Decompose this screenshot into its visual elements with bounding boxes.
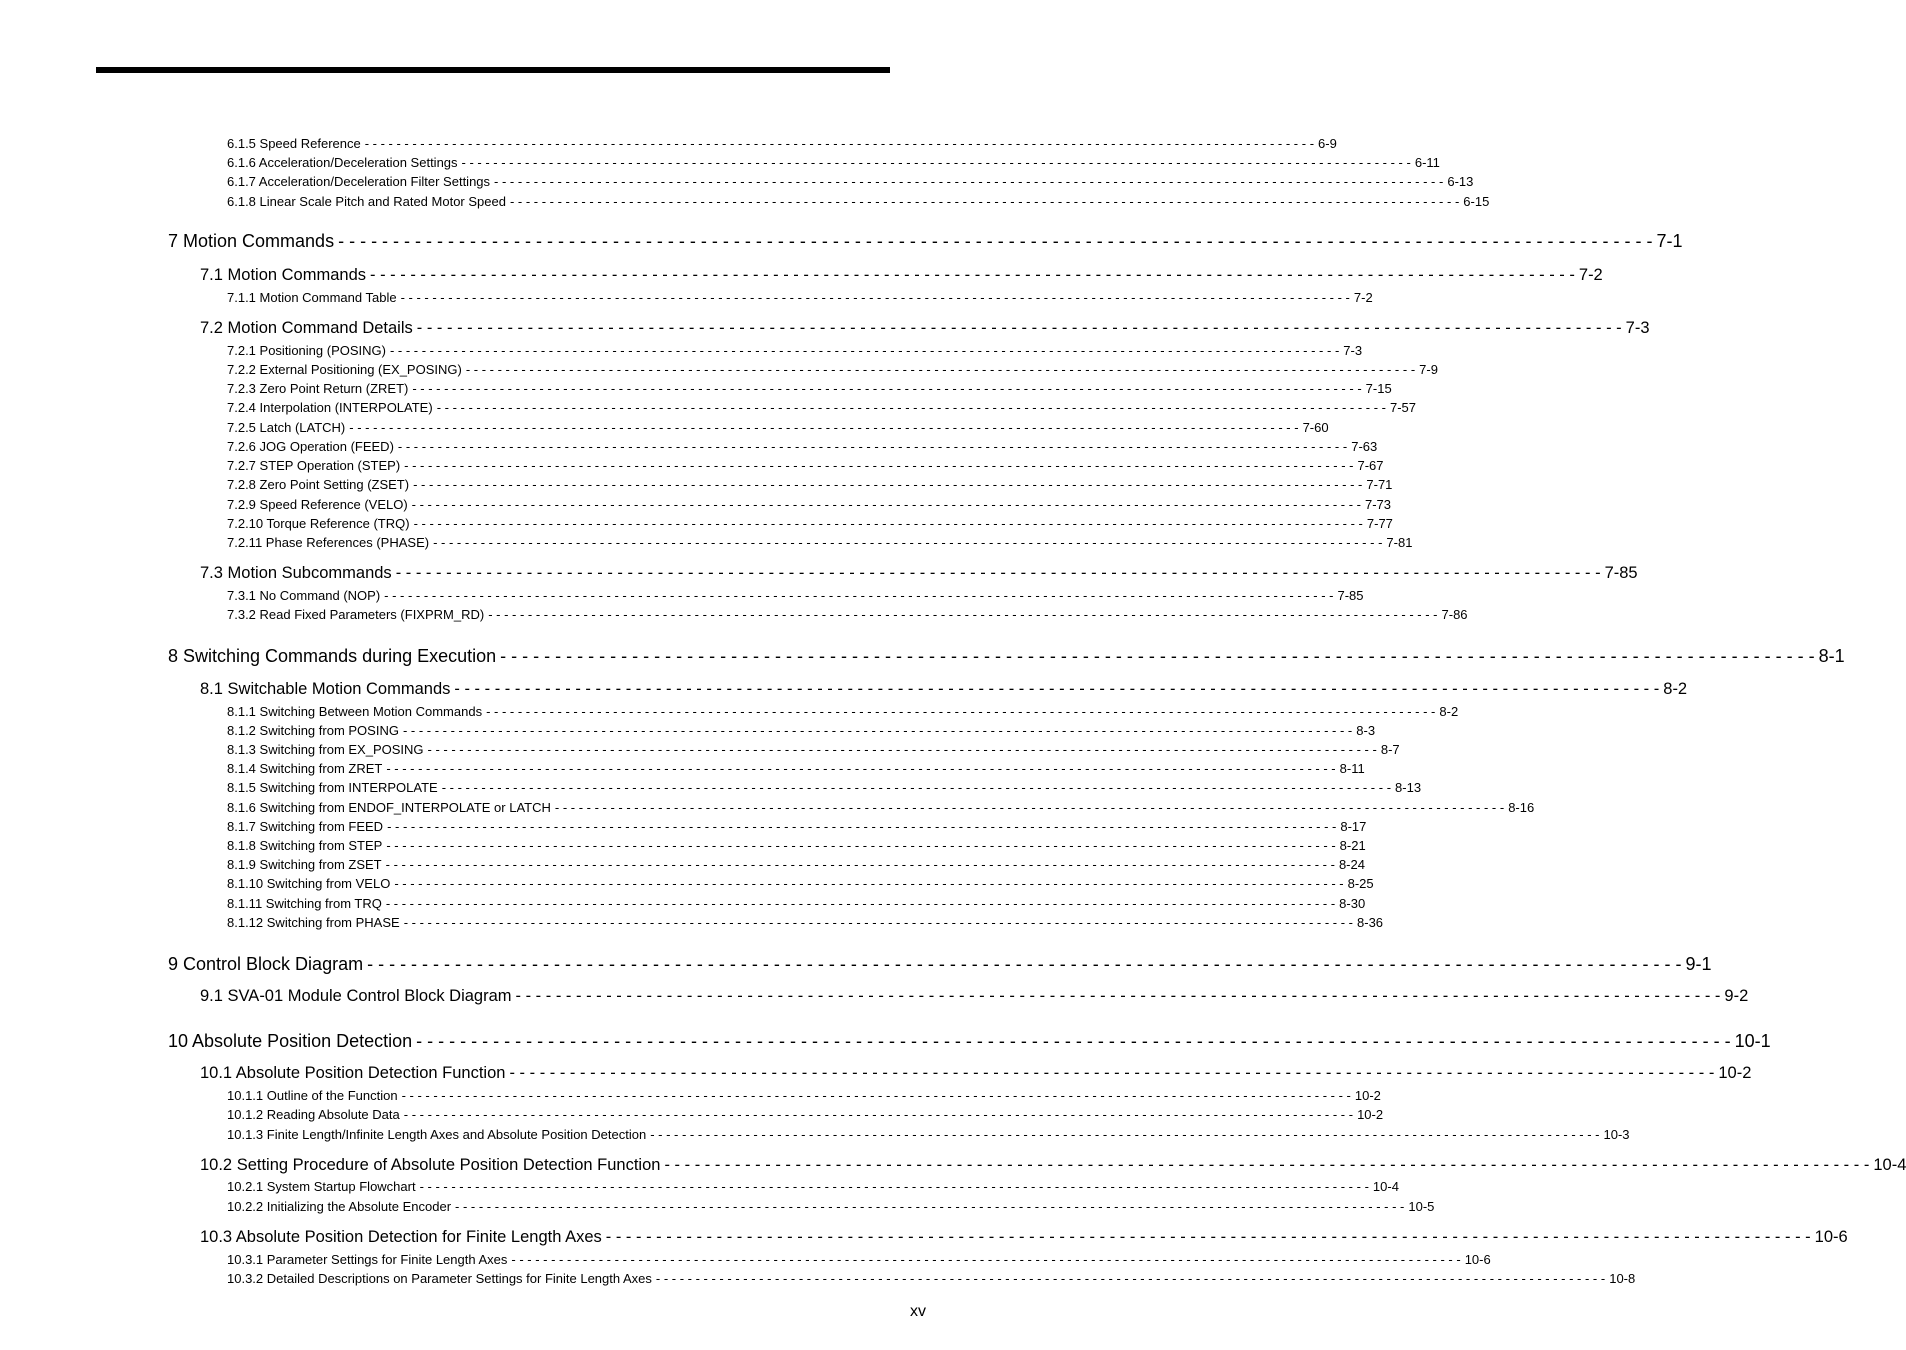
toc-entry[interactable] bbox=[168, 646, 1845, 667]
toc-entry-title: 10.3.1 Parameter Settings for Finite Length Axes bbox=[227, 1252, 508, 1267]
toc-entry-page: 7-2 bbox=[1353, 290, 1373, 305]
toc-entry[interactable] bbox=[200, 319, 1650, 338]
toc-entry-page: 9-2 bbox=[1724, 987, 1749, 1005]
toc-entry-page: 7-73 bbox=[1364, 497, 1392, 512]
dot-leader: - - - - - - - - - - - - - - - - - - - - - - - - - - - - - - - - - - - - - - - - - - - - - - - - - - - - - - - - - - - - - - - - - - - - - - - - - - - - - - - - - - - - - - - - - - - - - - - - - - - - - - - - - - - - - - - - - - - - - - - - bbox=[386, 838, 1336, 853]
toc-entry[interactable] bbox=[227, 362, 1438, 377]
dot-leader: - - - - - - - - - - - - - - - - - - - - - - - - - - - - - - - - - - - - - - - - - - - - - - - - - - - - - - - - - - - - - - - - - - - - - - - - - - - - - - - - - - - - - - - - - - - - - - - - - - - - - - - - - - - - - - - - - - - - - - - - bbox=[454, 680, 1660, 698]
dot-leader: - - - - - - - - - - - - - - - - - - - - - - - - - - - - - - - - - - - - - - - - - - - - - - - - - - - - - - - - - - - - - - - - - - - - - - - - - - - - - - - - - - - - - - - - - - - - - - - - - - - - - - - - - - - - - - - - - - - - - - - - bbox=[400, 290, 1350, 305]
toc-entry-title: 6.1.8 Linear Scale Pitch and Rated Motor Speed bbox=[227, 194, 506, 209]
toc-entry-page: 8-1 bbox=[1818, 646, 1845, 666]
toc-entry-page: 10-5 bbox=[1408, 1199, 1435, 1214]
toc-entry-page: 7-1 bbox=[1656, 231, 1683, 251]
toc-entry-page: 7-67 bbox=[1357, 458, 1384, 473]
toc-entry-title: 10.1 Absolute Position Detection Function bbox=[200, 1064, 506, 1082]
toc-entry-title: 8.1.1 Switching Between Motion Commands bbox=[227, 704, 483, 719]
toc-entry-page: 7-2 bbox=[1578, 266, 1603, 284]
toc-entry[interactable] bbox=[227, 400, 1417, 415]
dot-leader: - - - - - - - - - - - - - - - - - - - - - - - - - - - - - - - - - - - - - - - - - - - - - - - - - - - - - - - - - - - - - - - - - - - - - - - - - - - - - - - - - - - - - - - - - - - - - - - - - - - - - - - - - - - - - - - - - - - - - - - - bbox=[655, 1271, 1606, 1286]
toc-entry-page: 10-2 bbox=[1357, 1107, 1384, 1122]
dot-leader: - - - - - - - - - - - - - - - - - - - - - - - - - - - - - - - - - - - - - - - - - - - - - - - - - - - - - - - - - - - - - - - - - - - - - - - - - - - - - - - - - - - - - - - - - - - - - - - - - - - - - - - - - - - - - - - - - - - - - - - - bbox=[416, 1031, 1731, 1051]
toc-entry[interactable] bbox=[168, 1031, 1771, 1052]
toc-entry[interactable] bbox=[227, 723, 1376, 738]
toc-entry-title: 7.2.1 Positioning (POSING) bbox=[227, 343, 386, 358]
dot-leader: - - - - - - - - - - - - - - - - - - - - - - - - - - - - - - - - - - - - - - - - - - - - - - - - - - - - - - - - - - - - - - - - - - - - - - - - - - - - - - - - - - - - - - - - - - - - - - - - - - - - - - - - - - - - - - - - - - - - - - - - bbox=[412, 381, 1362, 396]
toc-entry-page: 6-15 bbox=[1463, 194, 1490, 209]
toc-entry[interactable] bbox=[227, 381, 1392, 396]
toc-entry-page: 8-2 bbox=[1439, 704, 1459, 719]
toc-entry-title: 6.1.7 Acceleration/Deceleration Filter Settings bbox=[227, 174, 491, 189]
toc-entry-page: 7-9 bbox=[1419, 362, 1438, 377]
dot-leader: - - - - - - - - - - - - - - - - - - - - - - - - - - - - - - - - - - - - - - - - - - - - - - - - - - - - - - - - - - - - - - - - - - - - - - - - - - - - - - - - - - - - - - - - - - - - - - - - - - - - - - - - - - - - - - - - - - - - - - - - bbox=[389, 343, 1340, 358]
toc-entry[interactable] bbox=[227, 915, 1384, 930]
toc-entry-page: 10-6 bbox=[1814, 1228, 1848, 1246]
dot-leader: - - - - - - - - - - - - - - - - - - - - - - - - - - - - - - - - - - - - - - - - - - - - - - - - - - - - - - - - - - - - - - - - - - - - - - - - - - - - - - - - - - - - - - - - - - - - - - - - - - - - - - - - - - - - - - - - - - - - - - - - bbox=[413, 477, 1363, 492]
toc-entry[interactable] bbox=[200, 1064, 1752, 1083]
dot-leader: - - - - - - - - - - - - - - - - - - - - - - - - - - - - - - - - - - - - - - - - - - - - - - - - - - - - - - - - - - - - - - - - - - - - - - - - - - - - - - - - - - - - - - - - - - - - - - - - - - - - - - - - - - - - - - - - - - - - - - - - bbox=[395, 564, 1601, 582]
toc-entry[interactable] bbox=[200, 680, 1688, 699]
dot-leader: - - - - - - - - - - - - - - - - - - - - - - - - - - - - - - - - - - - - - - - - - - - - - - - - - - - - - - - - - - - - - - - - - - - - - - - - - - - - - - - - - - - - - - - - - - - - - - - - - - - - - - - - - - - - - - - - - - - - - - - - bbox=[486, 704, 1436, 719]
toc-entry-page: 7-60 bbox=[1302, 420, 1329, 435]
toc-entry[interactable] bbox=[227, 535, 1413, 550]
toc-entry-page: 7-3 bbox=[1625, 319, 1650, 337]
dot-leader: - - - - - - - - - - - - - - - - - - - - - - - - - - - - - - - - - - - - - - - - - - - - - - - - - - - - - - - - - - - - - - - - - - - - - - - - - - - - - - - - - - - - - - - - - - - - - - - - - - - - - - - - - - - - - - - - - - - - - - - - bbox=[515, 987, 1721, 1005]
toc-entry-title: 7.2.10 Torque Reference (TRQ) bbox=[227, 516, 410, 531]
toc-entry-page: 7-3 bbox=[1343, 343, 1363, 358]
toc-entry-page: 6-11 bbox=[1414, 155, 1440, 170]
dot-leader: - - - - - - - - - - - - - - - - - - - - - - - - - - - - - - - - - - - - - - - - - - - - - - - - - - - - - - - - - - - - - - - - - - - - - - - - - - - - - - - - - - - - - - - - - - - - - - - - - - - - - - - - - - - - - - - - - - - - - - - - bbox=[384, 588, 1334, 603]
toc-entry-title: 10.2 Setting Procedure of Absolute Position Detection Function bbox=[200, 1156, 661, 1174]
dot-leader: - - - - - - - - - - - - - - - - - - - - - - - - - - - - - - - - - - - - - - - - - - - - - - - - - - - - - - - - - - - - - - - - - - - - - - - - - - - - - - - - - - - - - - - - - - - - - - - - - - - - - - - - - - - - - - - - - - - - - - - - bbox=[403, 1107, 1354, 1122]
toc-entry-title: 8.1.5 Switching from INTERPOLATE bbox=[227, 780, 438, 795]
toc-entry-title: 7.1 Motion Commands bbox=[200, 266, 366, 284]
toc-entry-page: 6-9 bbox=[1318, 136, 1337, 151]
toc-entry[interactable] bbox=[227, 896, 1366, 911]
toc-entry[interactable] bbox=[227, 819, 1367, 834]
dot-leader: - - - - - - - - - - - - - - - - - - - - - - - - - - - - - - - - - - - - - - - - - - - - - - - - - - - - - - - - - - - - - - - - - - - - - - - - - - - - - - - - - - - - - - - - - - - - - - - - - - - - - - - - - - - - - - - - - - - - - - - - bbox=[650, 1127, 1600, 1142]
toc-entry-title: 7.2.8 Zero Point Setting (ZSET) bbox=[227, 477, 410, 492]
dot-leader: - - - - - - - - - - - - - - - - - - - - - - - - - - - - - - - - - - - - - - - - - - - - - - - - - - - - - - - - - - - - - - - - - - - - - - - - - - - - - - - - - - - - - - - - - - - - - - - - - - - - - - - - - - - - - - - - - - - - - - - - bbox=[436, 400, 1386, 415]
toc-entry-title: 8.1.8 Switching from STEP bbox=[227, 838, 383, 853]
toc-entry-page: 7-85 bbox=[1604, 564, 1638, 582]
toc-entry-title: 8.1.4 Switching from ZRET bbox=[227, 761, 383, 776]
dot-leader: - - - - - - - - - - - - - - - - - - - - - - - - - - - - - - - - - - - - - - - - - - - - - - - - - - - - - - - - - - - - - - - - - - - - - - - - - - - - - - - - - - - - - - - - - - - - - - - - - - - - - - - - - - - - - - - - - - - - - - - - bbox=[554, 800, 1505, 815]
toc-entry-title: 7.2.5 Latch (LATCH) bbox=[227, 420, 346, 435]
toc-entry-page: 10-2 bbox=[1354, 1088, 1381, 1103]
dot-leader: - - - - - - - - - - - - - - - - - - - - - - - - - - - - - - - - - - - - - - - - - - - - - - - - - - - - - - - - - - - - - - - - - - - - - - - - - - - - - - - - - - - - - - - - - - - - - - - - - - - - - - - - - - - - - - - - - - - - - - - - bbox=[385, 896, 1336, 911]
toc-entry-title: 7.3.2 Read Fixed Parameters (FIXPRM_RD) bbox=[227, 607, 485, 622]
toc-entry[interactable] bbox=[200, 1228, 1848, 1247]
dot-leader: - - - - - - - - - - - - - - - - - - - - - - - - - - - - - - - - - - - - - - - - - - - - - - - - - - - - - - - - - - - - - - - - - - - - - - - - - - - - - - - - - - - - - - - - - - - - - - - - - - - - - - - - - - - - - - - - - - - - - - - - bbox=[403, 915, 1354, 930]
toc-entry-page: 7-63 bbox=[1351, 439, 1378, 454]
toc-entry[interactable] bbox=[227, 458, 1384, 473]
toc-entry[interactable] bbox=[168, 231, 1683, 252]
toc-entry[interactable] bbox=[227, 1252, 1491, 1267]
toc-entry[interactable] bbox=[227, 420, 1329, 435]
dot-leader: - - - - - - - - - - - - - - - - - - - - - - - - - - - - - - - - - - - - - - - - - - - - - - - - - - - - - - - - - - - - - - - - - - - - - - - - - - - - - - - - - - - - - - - - - - - - - - - - - - - - - - - - - - - - - - - - - - - - - - - - bbox=[387, 819, 1337, 834]
dot-leader: - - - - - - - - - - - - - - - - - - - - - - - - - - - - - - - - - - - - - - - - - - - - - - - - - - - - - - - - - - - - - - - - - - - - - - - - - - - - - - - - - - - - - - - - - - - - - - - - - - - - - - - - - - - - - - - - - - - - - - - - bbox=[411, 497, 1361, 512]
dot-leader: - - - - - - - - - - - - - - - - - - - - - - - - - - - - - - - - - - - - - - - - - - - - - - - - - - - - - - - - - - - - - - - - - - - - - - - - - - - - - - - - - - - - - - - - - - - - - - - - - - - - - - - - - - - - - - - - - - - - - - - - bbox=[455, 1199, 1405, 1214]
dot-leader: - - - - - - - - - - - - - - - - - - - - - - - - - - - - - - - - - - - - - - - - - - - - - - - - - - - - - - - - - - - - - - - - - - - - - - - - - - - - - - - - - - - - - - - - - - - - - - - - - - - - - - - - - - - - - - - - - - - - - - - - bbox=[465, 362, 1416, 377]
toc-entry-page: 7-81 bbox=[1386, 535, 1413, 550]
dot-leader: - - - - - - - - - - - - - - - - - - - - - - - - - - - - - - - - - - - - - - - - - - - - - - - - - - - - - - - - - - - - - - - - - - - - - - - - - - - - - - - - - - - - - - - - - - - - - - - - - - - - - - - - - - - - - - - - - - - - - - - - bbox=[509, 1064, 1715, 1082]
toc-entry-page: 8-17 bbox=[1340, 819, 1367, 834]
toc-entry-page: 8-25 bbox=[1347, 876, 1374, 891]
toc-entry[interactable] bbox=[227, 876, 1374, 891]
toc-entry[interactable] bbox=[227, 497, 1392, 512]
toc-entry-page: 8-30 bbox=[1339, 896, 1366, 911]
toc-entry-page: 7-57 bbox=[1390, 400, 1417, 415]
toc-entry-page: 10-4 bbox=[1873, 1156, 1906, 1174]
toc-entry-title: 10.1.1 Outline of the Function bbox=[227, 1088, 398, 1103]
toc-entry[interactable] bbox=[227, 607, 1468, 622]
toc-entry-title: 6.1.5 Speed Reference bbox=[227, 136, 361, 151]
toc-entry[interactable] bbox=[227, 1199, 1435, 1214]
toc-entry-title: 8.1.3 Switching from EX_POSING bbox=[227, 742, 424, 757]
toc-entry[interactable] bbox=[227, 838, 1366, 853]
dot-leader: - - - - - - - - - - - - - - - - - - - - - - - - - - - - - - - - - - - - - - - - - - - - - - - - - - - - - - - - - - - - - - - - - - - - - - - - - - - - - - - - - - - - - - - - - - - - - - - - - - - - - - - - - - - - - - - - - - - - - - - - bbox=[402, 723, 1353, 738]
toc-entry[interactable] bbox=[227, 174, 1474, 189]
toc-entry-title: 8.1.11 Switching from TRQ bbox=[227, 896, 382, 911]
dot-leader: - - - - - - - - - - - - - - - - - - - - - - - - - - - - - - - - - - - - - - - - - - - - - - - - - - - - - - - - - - - - - - - - - - - - - - - - - - - - - - - - - - - - - - - - - - - - - - - - - - - - - - - - - - - - - - - - - - - - - - - - bbox=[394, 876, 1344, 891]
toc-entry-page: 8-36 bbox=[1357, 915, 1384, 930]
toc-entry-page: 10-8 bbox=[1609, 1271, 1636, 1286]
dot-leader: - - - - - - - - - - - - - - - - - - - - - - - - - - - - - - - - - - - - - - - - - - - - - - - - - - - - - - - - - - - - - - - - - - - - - - - - - - - - - - - - - - - - - - - - - - - - - - - - - - - - - - - - - - - - - - - - - - - - - - - - bbox=[664, 1156, 1870, 1174]
toc-entry[interactable] bbox=[227, 439, 1378, 454]
toc-entry[interactable] bbox=[200, 987, 1749, 1006]
toc-entry-title: 7.2.9 Speed Reference (VELO) bbox=[227, 497, 408, 512]
header-rule bbox=[96, 67, 890, 73]
toc-entry-page: 6-13 bbox=[1447, 174, 1474, 189]
toc-entry-page: 10-3 bbox=[1603, 1127, 1630, 1142]
dot-leader: - - - - - - - - - - - - - - - - - - - - - - - - - - - - - - - - - - - - - - - - - - - - - - - - - - - - - - - - - - - - - - - - - - - - - - - - - - - - - - - - - - - - - - - - - - - - - - - - - - - - - - - - - - - - - - - - - - - - - - - - bbox=[509, 194, 1460, 209]
dot-leader: - - - - - - - - - - - - - - - - - - - - - - - - - - - - - - - - - - - - - - - - - - - - - - - - - - - - - - - - - - - - - - - - - - - - - - - - - - - - - - - - - - - - - - - - - - - - - - - - - - - - - - - - - - - - - - - - - - - - - - - - bbox=[433, 535, 1383, 550]
toc-entry-title: 8.1.6 Switching from ENDOF_INTERPOLATE or LATCH bbox=[227, 800, 551, 815]
dot-leader: - - - - - - - - - - - - - - - - - - - - - - - - - - - - - - - - - - - - - - - - - - - - - - - - - - - - - - - - - - - - - - - - - - - - - - - - - - - - - - - - - - - - - - - - - - - - - - - - - - - - - - - - - - - - - - - - - - - - - - - - bbox=[488, 607, 1438, 622]
toc-entry-title: 8.1.10 Switching from VELO bbox=[227, 876, 391, 891]
dot-leader: - - - - - - - - - - - - - - - - - - - - - - - - - - - - - - - - - - - - - - - - - - - - - - - - - - - - - - - - - - - - - - - - - - - - - - - - - - - - - - - - - - - - - - - - - - - - - - - - - - - - - - - - - - - - - - - - - - - - - - - - bbox=[349, 420, 1299, 435]
toc-entry-title: 10.1.3 Finite Length/Infinite Length Axes and Absolute Position Detection bbox=[227, 1127, 647, 1142]
toc-entry-title: 7.2.3 Zero Point Return (ZRET) bbox=[227, 381, 409, 396]
toc-entry[interactable] bbox=[227, 857, 1365, 872]
toc-entry-page: 10-4 bbox=[1372, 1179, 1399, 1194]
toc-entry[interactable] bbox=[200, 266, 1603, 285]
toc-entry-title: 7.2.6 JOG Operation (FEED) bbox=[227, 439, 394, 454]
toc-entry-page: 7-15 bbox=[1365, 381, 1392, 396]
dot-leader: - - - - - - - - - - - - - - - - - - - - - - - - - - - - - - - - - - - - - - - - - - - - - - - - - - - - - - - - - - - - - - - - - - - - - - - - - - - - - - - - - - - - - - - - - - - - - - - - - - - - - - - - - - - - - - - - - - - - - - - - bbox=[605, 1228, 1811, 1246]
toc-entry-title: 8.1.2 Switching from POSING bbox=[227, 723, 399, 738]
dot-leader: - - - - - - - - - - - - - - - - - - - - - - - - - - - - - - - - - - - - - - - - - - - - - - - - - - - - - - - - - - - - - - - - - - - - - - - - - - - - - - - - - - - - - - - - - - - - - - - - - - - - - - - - - - - - - - - - - - - - - - - - bbox=[364, 136, 1315, 151]
toc-entry-page: 10-1 bbox=[1734, 1031, 1771, 1051]
toc-entry[interactable] bbox=[168, 954, 1712, 975]
dot-leader: - - - - - - - - - - - - - - - - - - - - - - - - - - - - - - - - - - - - - - - - - - - - - - - - - - - - - - - - - - - - - - - - - - - - - - - - - - - - - - - - - - - - - - - - - - - - - - - - - - - - - - - - - - - - - - - - - - - - - - - - bbox=[416, 319, 1622, 337]
dot-leader: - - - - - - - - - - - - - - - - - - - - - - - - - - - - - - - - - - - - - - - - - - - - - - - - - - - - - - - - - - - - - - - - - - - - - - - - - - - - - - - - - - - - - - - - - - - - - - - - - - - - - - - - - - - - - - - - - - - - - - - - bbox=[500, 646, 1815, 666]
toc-entry-title: 10.3.2 Detailed Descriptions on Parameter Settings for Finite Length Axes bbox=[227, 1271, 652, 1286]
toc-entry-page: 7-71 bbox=[1366, 477, 1393, 492]
toc-entry[interactable] bbox=[227, 1179, 1399, 1194]
dot-leader: - - - - - - - - - - - - - - - - - - - - - - - - - - - - - - - - - - - - - - - - - - - - - - - - - - - - - - - - - - - - - - - - - - - - - - - - - - - - - - - - - - - - - - - - - - - - - - - - - - - - - - - - - - - - - - - - - - - - - - - - bbox=[511, 1252, 1461, 1267]
toc-entry-page: 8-16 bbox=[1508, 800, 1535, 815]
toc-entry-page: 10-2 bbox=[1718, 1064, 1752, 1082]
toc-entry-title: 9.1 SVA-01 Module Control Block Diagram bbox=[200, 987, 512, 1005]
toc-entry-title: 8.1.12 Switching from PHASE bbox=[227, 915, 400, 930]
toc-entry[interactable] bbox=[227, 477, 1393, 492]
dot-leader: - - - - - - - - - - - - - - - - - - - - - - - - - - - - - - - - - - - - - - - - - - - - - - - - - - - - - - - - - - - - - - - - - - - - - - - - - - - - - - - - - - - - - - - - - - - - - - - - - - - - - - - - - - - - - - - - - - - - - - - - bbox=[413, 516, 1363, 531]
toc-entry-title: 10.2.2 Initializing the Absolute Encoder bbox=[227, 1199, 452, 1214]
toc-entry[interactable] bbox=[227, 516, 1393, 531]
toc-entry-title: 7.2.11 Phase References (PHASE) bbox=[227, 535, 430, 550]
toc-entry[interactable] bbox=[227, 1127, 1630, 1142]
dot-leader: - - - - - - - - - - - - - - - - - - - - - - - - - - - - - - - - - - - - - - - - - - - - - - - - - - - - - - - - - - - - - - - - - - - - - - - - - - - - - - - - - - - - - - - - - - - - - - - - - - - - - - - - - - - - - - - - - - - - - - - - bbox=[370, 266, 1575, 284]
toc-entry[interactable] bbox=[227, 136, 1337, 151]
toc-entry-title: 8 Switching Commands during Execution bbox=[168, 646, 497, 666]
toc-entry-title: 7.2.2 External Positioning (EX_POSING) bbox=[227, 362, 462, 377]
dot-leader: - - - - - - - - - - - - - - - - - - - - - - - - - - - - - - - - - - - - - - - - - - - - - - - - - - - - - - - - - - - - - - - - - - - - - - - - - - - - - - - - - - - - - - - - - - - - - - - - - - - - - - - - - - - - - - - - - - - - - - - - bbox=[386, 761, 1336, 776]
toc-entry-title: 7.1.1 Motion Command Table bbox=[227, 290, 397, 305]
toc-entry[interactable] bbox=[227, 1088, 1381, 1103]
toc-entry[interactable] bbox=[227, 761, 1365, 776]
toc-entry-title: 8.1.7 Switching from FEED bbox=[227, 819, 384, 834]
toc-entry-page: 10-6 bbox=[1464, 1252, 1491, 1267]
toc-entry-title: 7.3.1 No Command (NOP) bbox=[227, 588, 381, 603]
dot-leader: - - - - - - - - - - - - - - - - - - - - - - - - - - - - - - - - - - - - - - - - - - - - - - - - - - - - - - - - - - - - - - - - - - - - - - - - - - - - - - - - - - - - - - - - - - - - - - - - - - - - - - - - - - - - - - - - - - - - - - - - bbox=[461, 155, 1411, 170]
toc-entry[interactable] bbox=[227, 194, 1490, 209]
toc-entry[interactable] bbox=[227, 290, 1373, 305]
toc-entry[interactable] bbox=[227, 780, 1422, 795]
toc-entry-title: 7 Motion Commands bbox=[168, 231, 335, 251]
toc-entry-page: 8-13 bbox=[1395, 780, 1422, 795]
dot-leader: - - - - - - - - - - - - - - - - - - - - - - - - - - - - - - - - - - - - - - - - - - - - - - - - - - - - - - - - - - - - - - - - - - - - - - - - - - - - - - - - - - - - - - - - - - - - - - - - - - - - - - - - - - - - - - - - - - - - - - - - bbox=[404, 458, 1354, 473]
toc-entry[interactable] bbox=[227, 1107, 1384, 1122]
toc-entry-page: 7-77 bbox=[1366, 516, 1393, 531]
toc-entry-page: 8-7 bbox=[1380, 742, 1400, 757]
dot-leader: - - - - - - - - - - - - - - - - - - - - - - - - - - - - - - - - - - - - - - - - - - - - - - - - - - - - - - - - - - - - - - - - - - - - - - - - - - - - - - - - - - - - - - - - - - - - - - - - - - - - - - - - - - - - - - - - - - - - - - - - bbox=[494, 174, 1444, 189]
dot-leader: - - - - - - - - - - - - - - - - - - - - - - - - - - - - - - - - - - - - - - - - - - - - - - - - - - - - - - - - - - - - - - - - - - - - - - - - - - - - - - - - - - - - - - - - - - - - - - - - - - - - - - - - - - - - - - - - - - - - - - - - bbox=[385, 857, 1335, 872]
toc-entry-page: 8-11 bbox=[1339, 761, 1365, 776]
toc-entry-title: 7.2.7 STEP Operation (STEP) bbox=[227, 458, 401, 473]
dot-leader: - - - - - - - - - - - - - - - - - - - - - - - - - - - - - - - - - - - - - - - - - - - - - - - - - - - - - - - - - - - - - - - - - - - - - - - - - - - - - - - - - - - - - - - - - - - - - - - - - - - - - - - - - - - - - - - - - - - - - - - - bbox=[397, 439, 1348, 454]
dot-leader: - - - - - - - - - - - - - - - - - - - - - - - - - - - - - - - - - - - - - - - - - - - - - - - - - - - - - - - - - - - - - - - - - - - - - - - - - - - - - - - - - - - - - - - - - - - - - - - - - - - - - - - - - - - - - - - - - - - - - - - - bbox=[338, 231, 1653, 251]
toc-entry[interactable] bbox=[227, 704, 1459, 719]
toc-entry[interactable] bbox=[227, 343, 1363, 358]
dot-leader: - - - - - - - - - - - - - - - - - - - - - - - - - - - - - - - - - - - - - - - - - - - - - - - - - - - - - - - - - - - - - - - - - - - - - - - - - - - - - - - - - - - - - - - - - - - - - - - - - - - - - - - - - - - - - - - - - - - - - - - - bbox=[367, 954, 1682, 974]
toc-entry-title: 7.2.4 Interpolation (INTERPOLATE) bbox=[227, 400, 433, 415]
toc-entry-title: 8.1.9 Switching from ZSET bbox=[227, 857, 382, 872]
toc-entry-page: 7-86 bbox=[1441, 607, 1468, 622]
toc-entry[interactable] bbox=[227, 800, 1535, 815]
toc-entry-page: 8-3 bbox=[1356, 723, 1376, 738]
page-number: xv bbox=[910, 1303, 926, 1320]
toc-entry-page: 9-1 bbox=[1685, 954, 1712, 974]
toc-entry-title: 8.1 Switchable Motion Commands bbox=[200, 680, 451, 698]
toc-entry[interactable] bbox=[227, 155, 1440, 170]
toc-entry-title: 7.3 Motion Subcommands bbox=[200, 564, 392, 582]
toc-entry-title: 7.2 Motion Command Details bbox=[200, 319, 413, 337]
toc-entry[interactable] bbox=[227, 1271, 1636, 1286]
toc-entry-page: 8-2 bbox=[1663, 680, 1688, 698]
toc-entry-title: 10.1.2 Reading Absolute Data bbox=[227, 1107, 400, 1122]
toc-entry-page: 7-85 bbox=[1337, 588, 1364, 603]
dot-leader: - - - - - - - - - - - - - - - - - - - - - - - - - - - - - - - - - - - - - - - - - - - - - - - - - - - - - - - - - - - - - - - - - - - - - - - - - - - - - - - - - - - - - - - - - - - - - - - - - - - - - - - - - - - - - - - - - - - - - - - - bbox=[427, 742, 1377, 757]
toc-entry-title: 10.2.1 System Startup Flowchart bbox=[227, 1179, 416, 1194]
toc-entry-page: 8-21 bbox=[1339, 838, 1366, 853]
dot-leader: - - - - - - - - - - - - - - - - - - - - - - - - - - - - - - - - - - - - - - - - - - - - - - - - - - - - - - - - - - - - - - - - - - - - - - - - - - - - - - - - - - - - - - - - - - - - - - - - - - - - - - - - - - - - - - - - - - - - - - - - bbox=[419, 1179, 1369, 1194]
toc-entry-title: 6.1.6 Acceleration/Deceleration Settings bbox=[227, 155, 458, 170]
toc-entry-title: 9 Control Block Diagram bbox=[168, 954, 364, 974]
toc-entry[interactable] bbox=[227, 588, 1364, 603]
toc-entry-title: 10 Absolute Position Detection bbox=[168, 1031, 413, 1051]
toc-entry[interactable] bbox=[200, 564, 1638, 583]
dot-leader: - - - - - - - - - - - - - - - - - - - - - - - - - - - - - - - - - - - - - - - - - - - - - - - - - - - - - - - - - - - - - - - - - - - - - - - - - - - - - - - - - - - - - - - - - - - - - - - - - - - - - - - - - - - - - - - - - - - - - - - - bbox=[401, 1088, 1351, 1103]
toc-entry[interactable] bbox=[227, 742, 1400, 757]
toc-entry-page: 8-24 bbox=[1338, 857, 1365, 872]
toc-entry[interactable] bbox=[200, 1156, 1906, 1175]
dot-leader: - - - - - - - - - - - - - - - - - - - - - - - - - - - - - - - - - - - - - - - - - - - - - - - - - - - - - - - - - - - - - - - - - - - - - - - - - - - - - - - - - - - - - - - - - - - - - - - - - - - - - - - - - - - - - - - - - - - - - - - - bbox=[441, 780, 1392, 795]
toc-entry-title: 10.3 Absolute Position Detection for Finite Length Axes bbox=[200, 1228, 602, 1246]
